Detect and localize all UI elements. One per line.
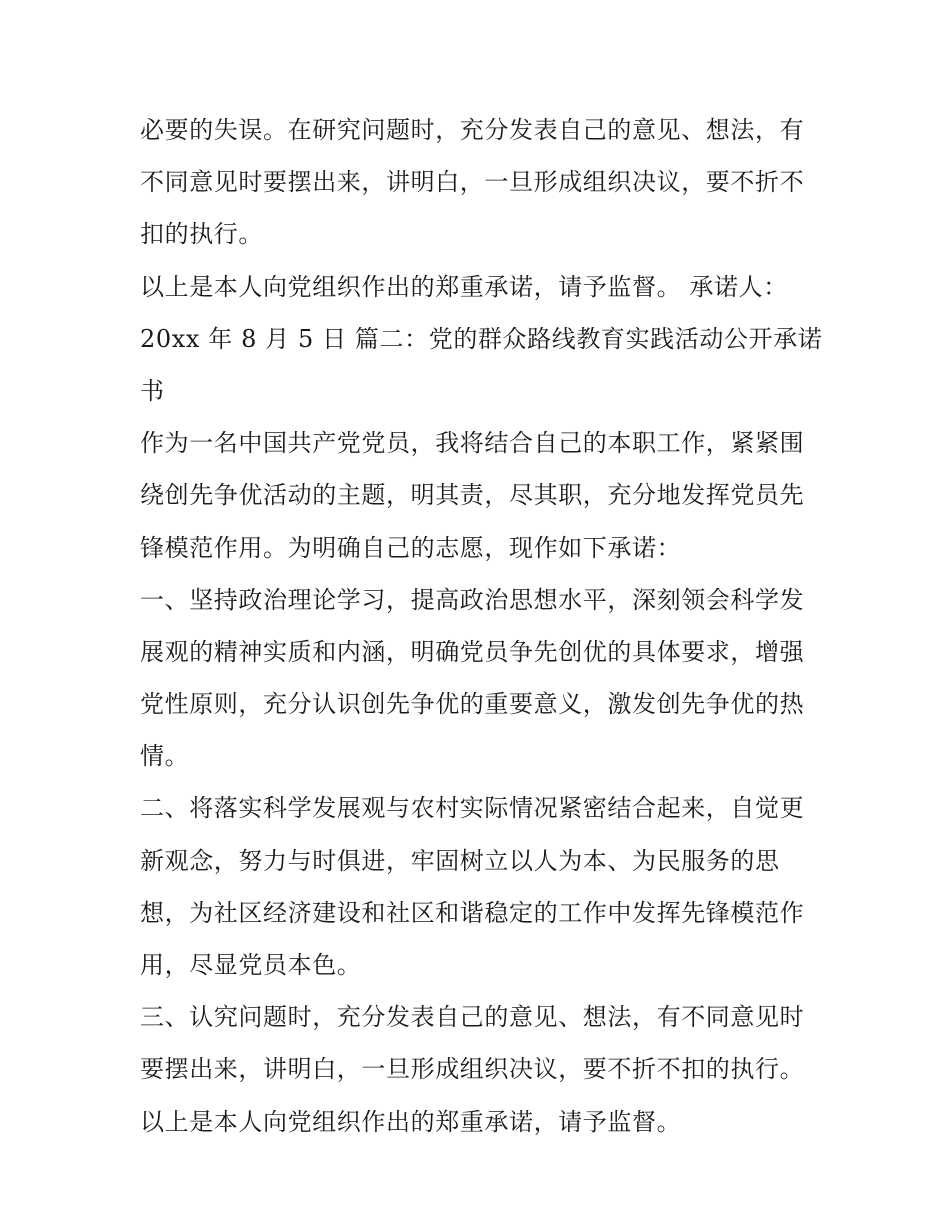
text-line: 用，尽显党员本色。 xyxy=(140,951,362,979)
text-line: 书 xyxy=(140,376,165,405)
text-line: 必要的失误。在研究问题时，充分发表自己的意见、想法，有 xyxy=(140,116,805,144)
text-line: 新观念，努力与时俱进，牢固树立以人为本、为民服务的思 xyxy=(140,846,780,875)
text-line: 党性原则，充分认识创先争优的重要意义，激发创先争优的热 xyxy=(140,690,805,719)
text-line: 扣的执行。 xyxy=(140,220,263,249)
text-line: 情。 xyxy=(140,742,190,771)
text-line: 想，为社区经济建设和社区和谐稳定的工作中发挥先锋模范作 xyxy=(140,898,805,927)
text-line: 二、将落实科学发展观与农村实际情况紧密结合起来，自觉更 xyxy=(140,794,805,823)
text-line: 以上是本人向党组织作出的郑重承诺，请予监督。 xyxy=(140,1107,682,1136)
text-line: 作为一名中国共产党党员，我将结合自己的本职工作，紧紧围 xyxy=(140,429,805,458)
text-line: 展观的精神实质和内涵，明确党员争先创优的具体要求，增强 xyxy=(140,637,805,666)
text-line: 要摆出来，讲明白，一旦形成组织决议，要不折不扣的执行。 xyxy=(140,1055,805,1084)
document-body xyxy=(140,104,823,1148)
text-line: 不同意见时要摆出来，讲明白，一旦形成组织决议，要不折不 xyxy=(140,168,805,197)
text-line: 20xx 年 8 月 5 日 篇二：党的群众路线教育实践活动公开承诺 xyxy=(140,324,823,353)
text-line: 锋模范作用。为明确自己的志愿，现作如下承诺： xyxy=(140,533,682,562)
text-line: 以上是本人向党组织作出的郑重承诺，请予监督。 承诺人： xyxy=(140,272,788,301)
text-line: 绕创先争优活动的主题，明其责，尽其职，充分地发挥党员先 xyxy=(140,481,805,510)
text-line: 三、认究问题时，充分发表自己的意见、想法，有不同意见时 xyxy=(140,1003,805,1032)
text-line: 一、坚持政治理论学习，提高政治思想水平，深刻领会科学发 xyxy=(140,585,805,614)
